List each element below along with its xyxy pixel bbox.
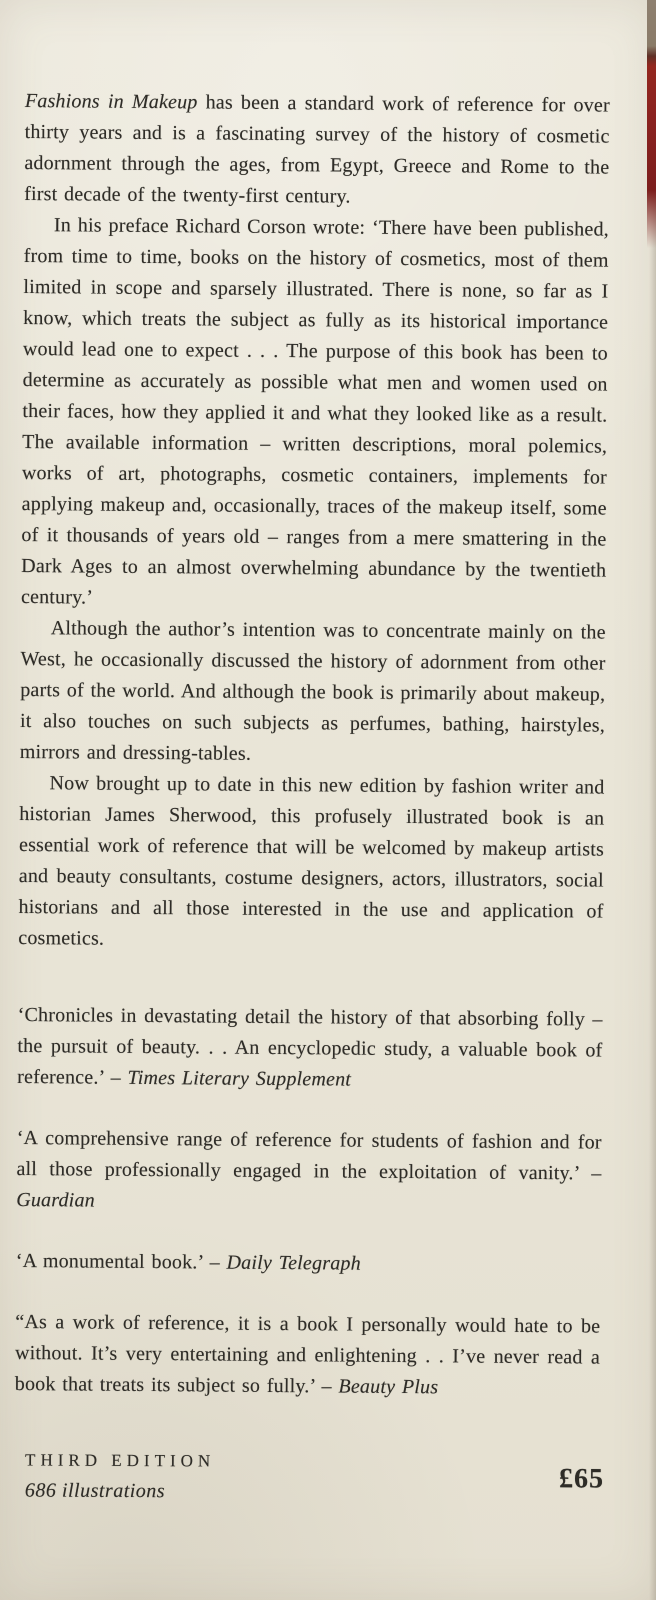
text-segment: “As a work of reference, it is a book I personally would hate to be without. It’s very entertaining and enlightening . . I’ve never read a book that treats its subject so fully.’ –	[14, 1310, 601, 1398]
text-segment: Although the author’s intention was to concentrate mainly on the West, he occasionally discussed the history of adornment from other parts of the world. And although the book is primarily about makeup, it also touches on such subjects as perfumes, bathing, hairstyles, mirrors and dressing-tables.	[19, 617, 606, 765]
press-review	[16, 1123, 602, 1221]
edition-label: THIRD EDITION	[25, 1450, 216, 1471]
flap-paragraph	[20, 613, 606, 773]
text-segment: ‘A comprehensive range of reference for students of fashion and for all those professionally engaged in the exploitation of vanity.’ –	[16, 1126, 602, 1185]
italic-text-segment: Guardian	[16, 1188, 95, 1212]
press-reviews	[15, 1000, 603, 1405]
flap-paragraph	[21, 210, 609, 618]
text-segment: ‘A monumental book.’ –	[15, 1249, 227, 1274]
edition-block	[25, 1450, 215, 1503]
text-segment: has been a standard work of reference for over thirty years and is a fascinating survey of the history of cosmetic adornment through the ages, from Egypt, Greece and Rome to the first decade of the twenty-first century.	[24, 91, 610, 208]
text-segment: In his preface Richard Corson wrote: ‘There have been published, from time to time, books on the history of cosmetics, most of them limited in scope and sparsely illustrated. There is none, so far as I know, which treats the subject as fully as its historical importance would lead one to expect . . . The purpose of this book has been to determine as accurately as possible what men and women used on their faces, how they applied it and what they looked like as a result. The available information – written descriptions, moral polemics, works of art, photographs, cosmetic containers, implements for applying makeup and, occasionally, traces of the makeup itself, some of it thousands of years old – ranges from a mere smattering in the Dark Ages to an almost overwhelming abundance by the twentieth century.’	[20, 214, 609, 609]
price-label: £65	[558, 1463, 605, 1495]
italic-text-segment: Fashions in Makeup	[24, 89, 198, 114]
text-segment: ‘Chronicles in devastating detail the history of that absorbing folly – the pursuit of beauty. . . An encyclopedic study, a valuable book of reference.’ –	[17, 1003, 603, 1089]
red-cover-edge	[647, 0, 656, 250]
press-review	[17, 1000, 603, 1098]
flap-paragraph	[18, 768, 604, 959]
flap-text-column	[15, 86, 610, 1405]
press-review	[15, 1307, 601, 1405]
flap-paragraph	[24, 86, 610, 215]
flap-footer	[25, 1450, 610, 1505]
press-review	[16, 1246, 601, 1282]
text-segment: Now brought up to date in this new edition by fashion writer and historian James Sherwood, this profusely illustrated book is an essential work of reference that will be welcomed by makeup artists and beauty consultants, costume designers, actors, illustrators, social historians and all those interested in the use and application of cosmetics.	[18, 772, 605, 950]
italic-text-segment: Times Literary Supplement	[127, 1066, 352, 1091]
flap-body-text	[18, 86, 610, 959]
italic-text-segment: Beauty Plus	[338, 1375, 439, 1399]
illustration-count: 686 illustrations	[24, 1479, 166, 1503]
italic-text-segment: Daily Telegraph	[226, 1251, 361, 1275]
